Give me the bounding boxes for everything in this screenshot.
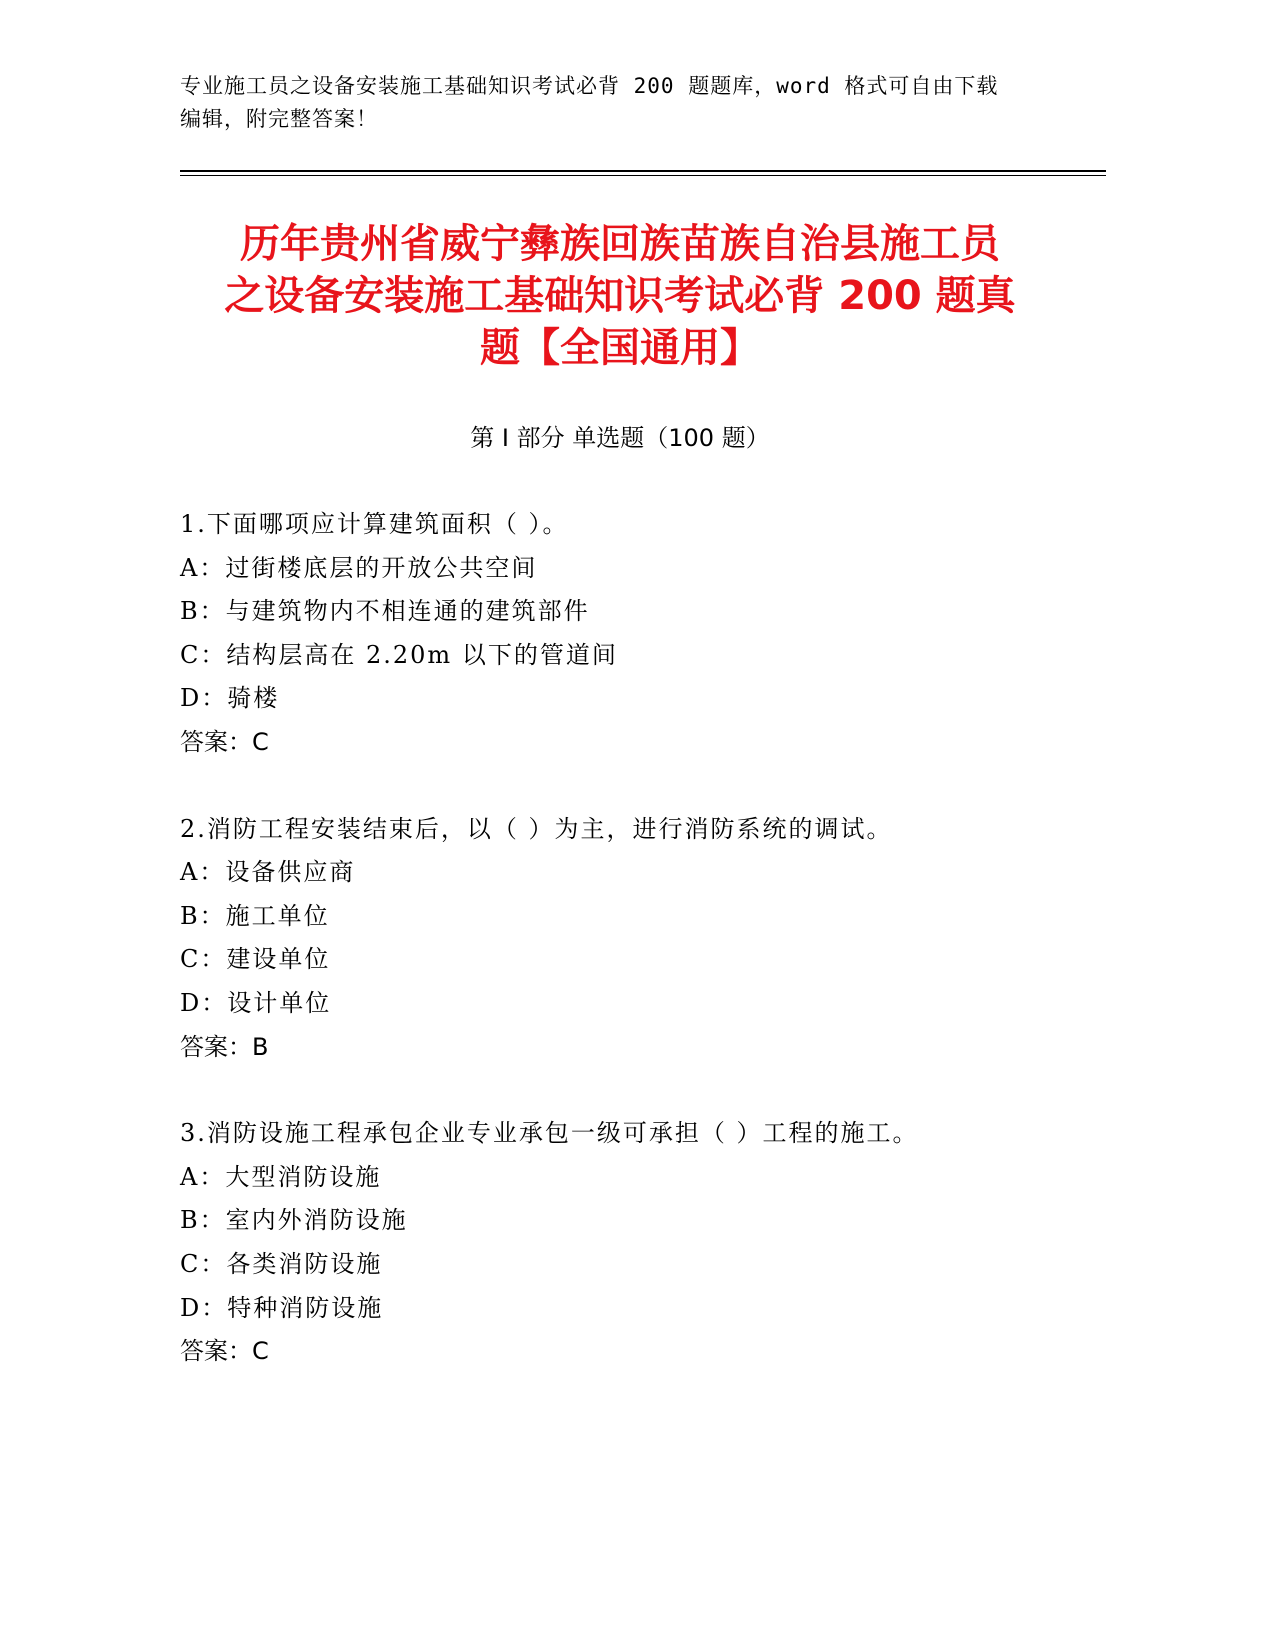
header-divider-thick xyxy=(180,170,1106,172)
question-text: 3.消防设施工程承包企业专业承包一级可承担（ ）工程的施工。 xyxy=(180,1119,919,1148)
question-3 xyxy=(180,1112,1100,1374)
option-c: C：建设单位 xyxy=(180,945,331,974)
option-d: D：特种消防设施 xyxy=(180,1293,384,1322)
option-c: C：各类消防设施 xyxy=(180,1249,383,1278)
answer: 答案：C xyxy=(180,727,269,756)
question-2 xyxy=(180,808,1100,1070)
title-line-2: 之设备安装施工基础知识考试必背 200 题真 xyxy=(224,273,1016,319)
question-1 xyxy=(180,503,1100,765)
option-a: A：设备供应商 xyxy=(180,858,356,887)
option-b: B：与建筑物内不相连通的建筑部件 xyxy=(180,597,590,626)
header-divider-thin xyxy=(180,175,1106,176)
option-a: A：大型消防设施 xyxy=(180,1162,382,1191)
title-line-3: 题【全国通用】 xyxy=(480,325,760,371)
answer: 答案：C xyxy=(180,1337,269,1366)
option-b: B：室内外消防设施 xyxy=(180,1206,408,1235)
section-title: 第 I 部分 单选题（100 题） xyxy=(470,424,770,452)
option-d: D：设计单位 xyxy=(180,988,332,1017)
question-text: 2.消防工程安装结束后，以（ ）为主，进行消防系统的调试。 xyxy=(180,814,893,843)
document-header xyxy=(180,70,1100,136)
option-c: C：结构层高在 2.20m 以下的管道间 xyxy=(180,640,618,669)
question-text: 1.下面哪项应计算建筑面积（ ）。 xyxy=(180,510,569,538)
title-line-1: 历年贵州省威宁彝族回族苗族自治县施工员 xyxy=(240,221,1000,267)
option-a: A：过街楼底层的开放公共空间 xyxy=(180,553,538,582)
answer: 答案：B xyxy=(180,1032,269,1061)
document-title xyxy=(180,218,1060,374)
header-line-1: 专业施工员之设备安装施工基础知识考试必背 200 题题库，word 格式可自由下载 xyxy=(180,74,999,98)
header-line-2: 编辑，附完整答案！ xyxy=(180,107,378,131)
question-list xyxy=(180,503,1100,1417)
option-b: B：施工单位 xyxy=(180,901,330,930)
option-d: D：骑楼 xyxy=(180,684,280,713)
